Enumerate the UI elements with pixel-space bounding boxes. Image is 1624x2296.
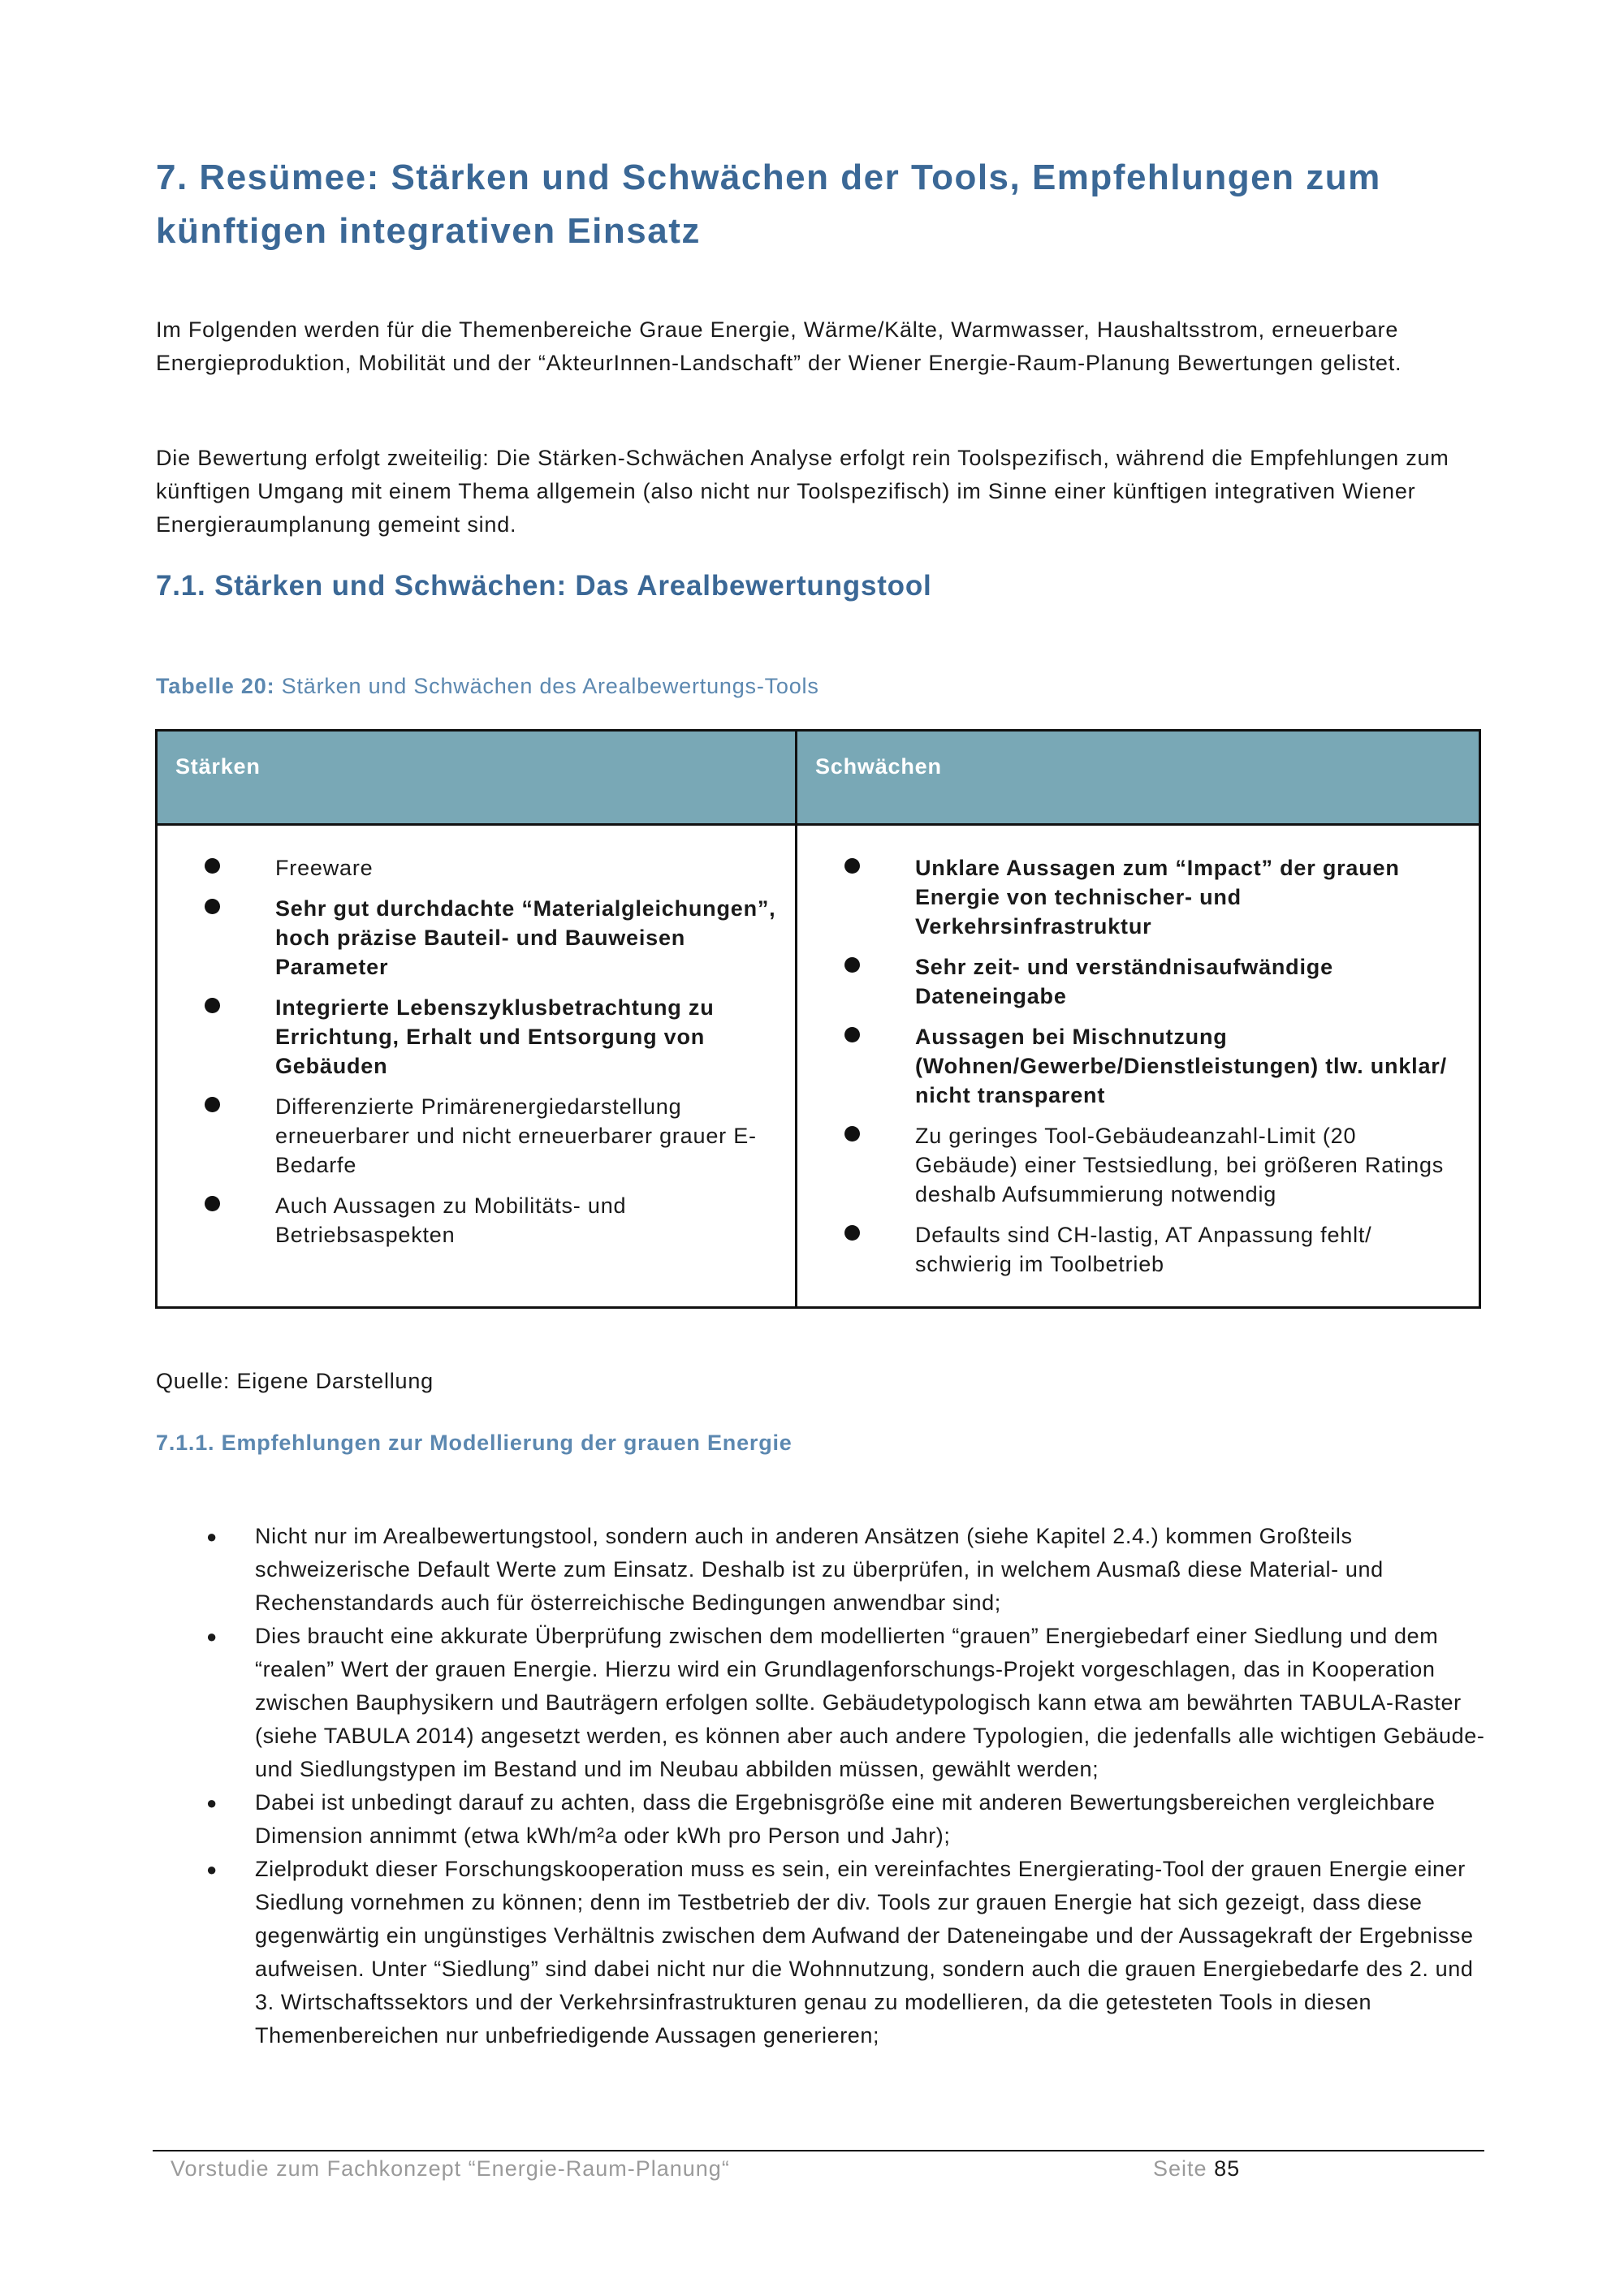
footer-title: Vorstudie zum Fachkonzept “Energie-Raum-Planung“ xyxy=(171,2156,730,2181)
header-strengths: Stärken xyxy=(157,731,797,825)
source-note: Quelle: Eigene Darstellung xyxy=(156,1369,434,1393)
table-caption-label: Tabelle 20: xyxy=(156,674,275,698)
section-title: 7.1. Stärken und Schwächen: Das Arealbewertungstool xyxy=(156,570,932,602)
recommendation-item xyxy=(156,1853,1488,2052)
strengths-item xyxy=(158,894,777,982)
intro-paragraph-2: Die Bewertung erfolgt zweiteilig: Die Stärken-Schwächen Analyse erfolgt rein Toolspezifisch, während die Empfehlungen zum künftigen Umgang mit einem Thema allgemein (also nicht nur Toolspezifisch) im Sinne einer künftigen integrativen Wiener Energieraumplanung gemeint sind. xyxy=(156,446,1449,537)
weaknesses-item xyxy=(797,952,1461,1011)
recommendation-item xyxy=(156,1786,1488,1853)
intro-paragraph-1: Im Folgenden werden für die Themenbereiche Graue Energie, Wärme/Kälte, Warmwasser, Haushaltsstrom, erneuerbare Energieproduktion, Mobilität und der “AkteurInnen-Landschaft” der Wiener Energie-Raum-Planung Bewertungen gelistet. xyxy=(156,317,1402,375)
strengths-weaknesses-table xyxy=(155,729,1481,1309)
bullet-dot-icon xyxy=(205,998,220,1013)
recommendation-text: Nicht nur im Arealbewertungstool, sondern auch in anderen Ansätzen (siehe Kapitel 2.4.) kommen Großteils schweizerische Default Werte zum Einsatz. Deshalb ist zu überprüfen, in welchem Ausmaß diese Material- und Rechenstandards auch für österreichische Bedingungen anwendbar sind; xyxy=(255,1524,1384,1615)
footer-divider xyxy=(153,2150,1484,2151)
recommendation-text: Dabei ist unbedingt darauf zu achten, dass die Ergebnisgröße eine mit anderen Bewertungsbereichen vergleichbare Dimension annimmt (etwa kWh/m²a oder kWh pro Person und Jahr); xyxy=(255,1790,1436,1848)
bullet-icon: ● xyxy=(206,1859,218,1880)
weaknesses-item-text: Unklare Aussagen zum “Impact” der grauen Energie von technischer- und Verkehrsinfrastruktur xyxy=(915,856,1400,939)
main-title: 7. Resümee: Stärken und Schwächen der Tools, Empfehlungen zum künftigen integrativen Einsatz xyxy=(156,158,1381,251)
strengths-item-text: Sehr gut durchdachte “Materialgleichungen”, hoch präzise Bauteil- und Bauweisen Parameter xyxy=(275,896,776,979)
bullet-dot-icon xyxy=(205,1196,220,1211)
weaknesses-item-text: Zu geringes Tool-Gebäudeanzahl-Limit (20 Gebäude) einer Testsiedlung, bei größeren Ratings deshalb Aufsummierung notwendig xyxy=(915,1124,1445,1206)
strengths-item-text: Differenzierte Primärenergiedarstellung erneuerbarer und nicht erneuerbarer grauer E-Bedarfe xyxy=(275,1094,757,1177)
bullet-icon: ● xyxy=(206,1793,218,1813)
strengths-item-text: Freeware xyxy=(275,856,374,880)
strengths-item xyxy=(158,1191,777,1249)
bullet-dot-icon xyxy=(844,1225,860,1241)
footer-page-number: 85 xyxy=(1214,2156,1241,2181)
footer-page-label: Seite xyxy=(1153,2156,1207,2181)
strengths-cell xyxy=(157,825,797,1308)
recommendations-list xyxy=(156,1520,1488,2052)
table-caption xyxy=(156,671,819,701)
strengths-list xyxy=(158,853,777,1249)
bullet-dot-icon xyxy=(844,957,860,973)
recommendation-text: Zielprodukt dieser Forschungskooperation muss es sein, ein vereinfachtes Energierating-Tool der grauen Energie einer Siedlung vornehmen zu können; denn im Testbetrieb der div. Tools zur grauen Energie hat sich gezeigt, dass diese gegenwärtig ein ungünstiges Verhältnis zwischen dem Aufwand der Dateneingabe und der Aussagekraft der Ergebnisse aufweisen. Unter “Siedlung” sind dabei nicht nur die Wohnnutzung, sondern auch die grauen Energiebedarfe des 2. und 3. Wirtschaftssektors und der Verkehrsinfrastrukturen genau zu modellieren, da die getesteten Tools in diesen Themenbereichen nur unbefriedigende Aussagen generieren; xyxy=(255,1857,1474,2048)
weaknesses-item-text: Defaults sind CH-lastig, AT Anpassung fehlt/ schwierig im Toolbetrieb xyxy=(915,1223,1372,1276)
weaknesses-item xyxy=(797,1220,1461,1279)
table-caption-text: Stärken und Schwächen des Arealbewertungs-Tools xyxy=(274,674,819,698)
bullet-dot-icon xyxy=(205,858,220,874)
weaknesses-cell xyxy=(797,825,1480,1308)
strengths-item xyxy=(158,993,777,1081)
subsection-title: 7.1.1. Empfehlungen zur Modellierung der grauen Energie xyxy=(156,1431,793,1455)
strengths-item-text: Integrierte Lebenszyklusbetrachtung zu Errichtung, Erhalt und Entsorgung von Gebäuden xyxy=(275,995,715,1078)
strengths-item xyxy=(158,1092,777,1180)
footer-page xyxy=(1153,2153,1240,2184)
bullet-icon: ● xyxy=(206,1526,218,1547)
bullet-dot-icon xyxy=(205,899,220,914)
bullet-dot-icon xyxy=(844,1027,860,1042)
bullet-dot-icon xyxy=(844,1126,860,1142)
recommendation-item xyxy=(156,1520,1488,1620)
weaknesses-list xyxy=(797,853,1461,1279)
weaknesses-item-text: Sehr zeit- und verständnisaufwändige Dateneingabe xyxy=(915,955,1333,1008)
recommendation-item xyxy=(156,1620,1488,1786)
bullet-dot-icon xyxy=(205,1097,220,1112)
bullet-icon: ● xyxy=(206,1626,218,1646)
weaknesses-item xyxy=(797,1121,1461,1209)
bullet-dot-icon xyxy=(844,858,860,874)
header-weaknesses: Schwächen xyxy=(797,731,1480,825)
strengths-item-text: Auch Aussagen zu Mobilitäts- und Betriebsaspekten xyxy=(275,1193,627,1247)
weaknesses-item-text: Aussagen bei Mischnutzung (Wohnen/Gewerbe/Dienstleistungen) tlw. unklar/ nicht transparent xyxy=(915,1025,1447,1107)
weaknesses-item xyxy=(797,1022,1461,1110)
weaknesses-item xyxy=(797,853,1461,941)
recommendation-text: Dies braucht eine akkurate Überprüfung zwischen dem modellierten “grauen” Energiebedarf einer Siedlung und dem “realen” Wert der grauen Energie. Hierzu wird ein Grundlagenforschungs-Projekt vorgeschlagen, das in Kooperation zwischen Bauphysikern und Bauträgern erfolgen sollte. Gebäudetypologisch kann etwa am bewährten TABULA-Raster (siehe TABULA 2014) angesetzt werden, es können aber auch andere Typologien, die jedenfalls alle wichtigen Gebäude- und Siedlungstypen im Bestand und im Neubau abbilden müssen, gewählt werden; xyxy=(255,1624,1485,1781)
strengths-item xyxy=(158,853,777,883)
